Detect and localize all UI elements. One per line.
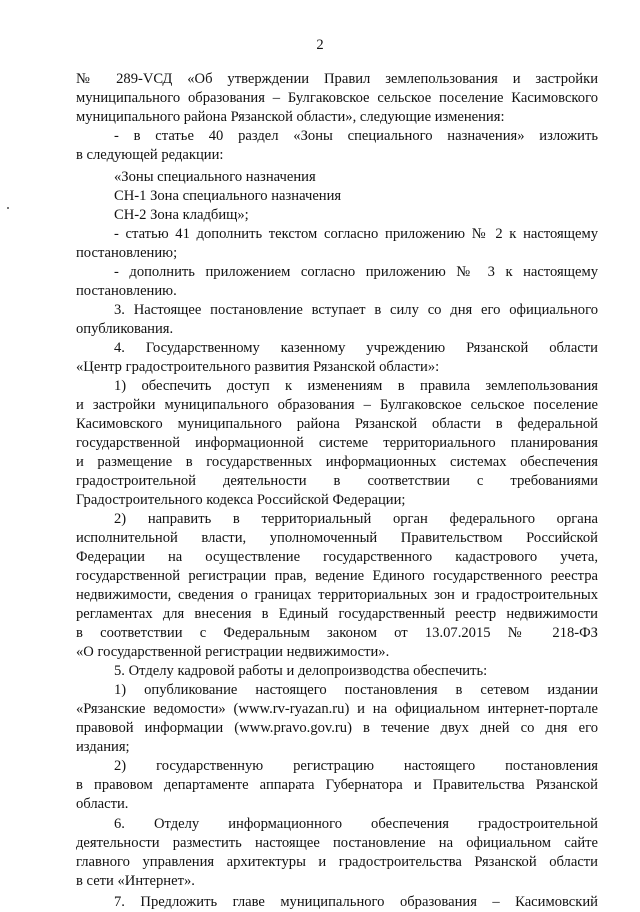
text-line: в соответствии с Федеральным законом от 13.07.2015 № 218-ФЗ xyxy=(76,625,598,641)
page-number: 2 xyxy=(316,37,324,53)
text-line: Градостроительного кодекса Российской Федерации; xyxy=(76,492,406,508)
text-line: главного управления архитектуры и градостроительства Рязанской области xyxy=(76,854,598,870)
text-line: 1) обеспечить доступ к изменениям в правила землепользования xyxy=(114,378,598,394)
text-line: муниципального района Рязанской области», следующие изменения: xyxy=(76,109,505,125)
text-line: «Центр градостроительного развития Рязанской области»: xyxy=(76,359,440,375)
text-line: и размещение в государственных информационных системах обеспечения xyxy=(76,454,598,470)
text-line: 3. Настоящее постановление вступает в силу со дня его официального xyxy=(114,302,598,318)
text-line: регламентах для внесения в Единый государственный реестр недвижимости xyxy=(76,606,598,622)
text-line: в следующей редакции: xyxy=(76,147,224,163)
text-line: - дополнить приложением согласно приложению № 3 к настоящему xyxy=(114,264,598,280)
text-line: - статью 41 дополнить текстом согласно приложению № 2 к настоящему xyxy=(114,226,598,242)
text-line: «О государственной регистрации недвижимости». xyxy=(76,644,390,660)
text-line: недвижимости, сведения о границах территориальных зон и градостроительных xyxy=(76,587,598,603)
text-line: Касимовского муниципального района Рязанской области в федеральной xyxy=(76,416,598,432)
text-line: СН-2 Зона кладбищ»; xyxy=(114,207,249,223)
text-line: «Зоны специального назначения xyxy=(114,169,316,185)
text-line: в правовом департаменте аппарата Губернатора и Правительства Рязанской xyxy=(76,777,598,793)
text-line: «Рязанские ведомости» (www.rv-ryazan.ru) и на официальном интернет-портале xyxy=(76,701,598,717)
text-line: 5. Отделу кадровой работы и делопроизводства обеспечить: xyxy=(114,663,488,679)
text-line: государственной регистрации прав, ведение Единого государственного реестра xyxy=(76,568,598,584)
text-line: 2) государственную регистрацию настоящего постановления xyxy=(114,758,598,774)
text-line: 1) опубликование настоящего постановления в сетевом издании xyxy=(114,682,598,698)
text-line: градостроительной деятельности в соответствии с требованиями xyxy=(76,473,598,489)
text-line: 7. Предложить главе муниципального образования – Касимовский xyxy=(114,894,598,910)
text-line: издания; xyxy=(76,739,130,755)
text-line: муниципального образования – Булгаковское сельское поселение Касимовского xyxy=(76,90,598,106)
text-line: - в статье 40 раздел «Зоны специального назначения» изложить xyxy=(114,128,598,144)
text-line: Федерации на осуществление государственного кадастрового учета, xyxy=(76,549,598,565)
text-line: исполнительной власти, уполномоченный Правительством Российской xyxy=(76,530,598,546)
text-line: правовой информации (www.pravo.gov.ru) в течение двух дней со дня его xyxy=(76,720,598,736)
text-line: 2) направить в территориальный орган федерального органа xyxy=(114,511,598,527)
text-line: 6. Отделу информационного обеспечения градостроительной xyxy=(114,816,598,832)
text-line: 4. Государственному казенному учреждению Рязанской области xyxy=(114,340,598,356)
margin-dot xyxy=(7,207,9,209)
text-line: области. xyxy=(76,796,129,812)
text-line: деятельности разместить настоящее постановление на официальном сайте xyxy=(76,835,598,851)
text-line: № 289-VСД «Об утверждении Правил землепользования и застройки xyxy=(76,71,598,87)
text-line: постановлению; xyxy=(76,245,178,261)
text-line: опубликования. xyxy=(76,321,174,337)
text-line: государственной информационной системе территориального планирования xyxy=(76,435,598,451)
text-line: СН-1 Зона специального назначения xyxy=(114,188,342,204)
text-line: в сети «Интернет». xyxy=(76,873,195,889)
text-line: постановлению. xyxy=(76,283,177,299)
text-line: и застройки муниципального образования – Булгаковское сельское поселение xyxy=(76,397,598,413)
